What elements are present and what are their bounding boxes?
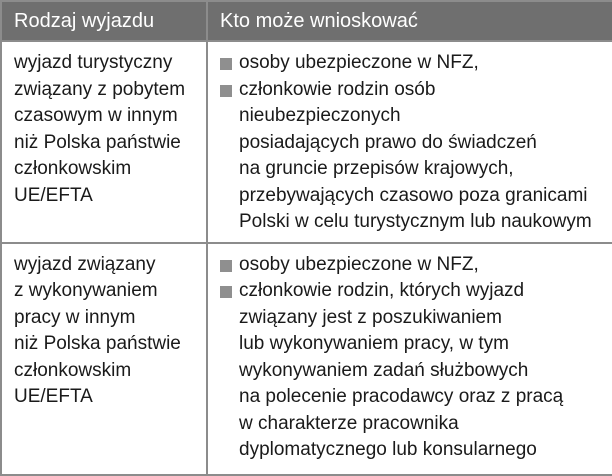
list-item-text: członkowie rodzin, których wyjazd związany jest z poszukiwaniem lub wykonywaniem pracy, w tym wykonywaniem zadań służbowych na polecenie pracodawcy oraz z pracą w charakterze pracownika dyplomatycznego lub konsularnego xyxy=(239,280,564,460)
trip-type-cell: wyjazd turystyczny związany z pobytem czasowym w innym niż Polska państwie członkowskim UE/EFTA xyxy=(1,41,207,243)
header-who-can-apply: Kto może wnioskować xyxy=(207,1,612,41)
header-row xyxy=(1,1,612,41)
list-item-text: osoby ubezpieczone w NFZ, xyxy=(239,52,479,73)
list-item xyxy=(220,252,600,279)
table-row xyxy=(1,243,612,475)
table-row xyxy=(1,41,612,243)
list-item xyxy=(220,50,600,77)
square-bullet-icon xyxy=(220,260,232,272)
list-item xyxy=(220,278,600,464)
square-bullet-icon xyxy=(220,286,232,298)
who-cell xyxy=(207,41,612,243)
list-item-text: członkowie rodzin osób nieubezpieczonych posiadających prawo do świadczeń na gruncie przepisów krajowych, przebywających czasowo poza granicami Polski w celu turystycznym lub naukowym xyxy=(239,78,592,232)
square-bullet-icon xyxy=(220,85,232,97)
who-cell xyxy=(207,243,612,475)
list-item-text: osoby ubezpieczone w NFZ, xyxy=(239,253,479,275)
trip-type-cell: wyjazd związany z wykonywaniem pracy w innym niż Polska państwie członkowskim UE/EFTA xyxy=(1,243,207,475)
header-trip-type: Rodzaj wyjazdu xyxy=(1,1,207,41)
square-bullet-icon xyxy=(220,58,232,70)
list-item xyxy=(220,77,600,236)
